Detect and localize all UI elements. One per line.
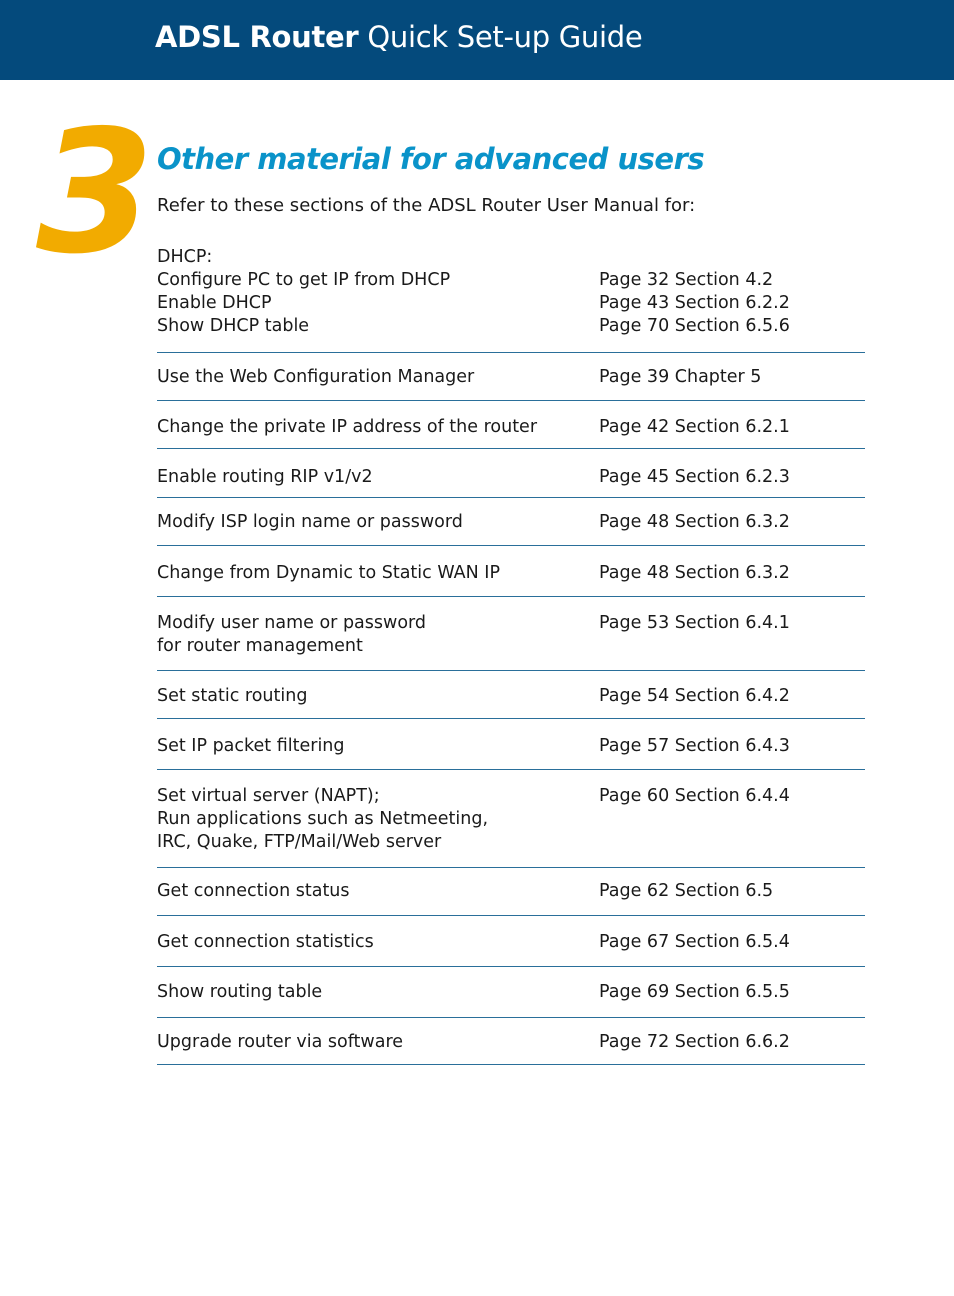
entry-row <box>157 685 865 708</box>
entry-row <box>157 981 865 1004</box>
entry-ref: Page 48 Section 6.3.2 <box>599 512 790 532</box>
reference-entry <box>157 685 865 719</box>
entry-ref: Page 72 Section 6.6.2 <box>599 1032 790 1052</box>
entry-label: Set virtual server (NAPT); <box>157 786 380 806</box>
dhcp-item-label: Show DHCP table <box>157 316 310 336</box>
dhcp-item-ref: Page 32 Section 4.2 <box>599 270 774 290</box>
reference-entry <box>157 366 865 401</box>
entry-label: Run applications such as Netmeeting, <box>157 809 489 829</box>
entry-row <box>157 366 865 389</box>
entry-label: Enable routing RIP v1/v2 <box>157 467 373 487</box>
entry-row <box>157 785 865 808</box>
entry-ref: Page 45 Section 6.2.3 <box>599 467 790 487</box>
entry-label: Modify user name or password <box>157 613 427 633</box>
entry-ref: Page 48 Section 6.3.2 <box>599 563 790 583</box>
entry-ref: Page 39 Chapter 5 <box>599 367 762 387</box>
title-bold: ADSL Router <box>155 20 359 54</box>
dhcp-group <box>157 246 865 353</box>
reference-entry <box>157 931 865 967</box>
reference-entry <box>157 562 865 597</box>
dhcp-row <box>157 315 865 338</box>
entry-row <box>157 831 865 854</box>
reference-entry <box>157 511 865 546</box>
entry-row <box>157 635 865 658</box>
entry-ref: Page 69 Section 6.5.5 <box>599 982 790 1002</box>
reference-entry <box>157 612 865 671</box>
reference-entry <box>157 1031 865 1065</box>
entry-row <box>157 562 865 585</box>
reference-entry <box>157 416 865 449</box>
dhcp-heading-row <box>157 246 865 269</box>
dhcp-item-label: Configure PC to get IP from DHCP <box>157 270 451 290</box>
entry-label: Modify ISP login name or password <box>157 512 463 532</box>
entry-row <box>157 735 865 758</box>
dhcp-row <box>157 292 865 315</box>
entry-label: Get connection status <box>157 881 350 901</box>
entry-label: Set static routing <box>157 686 308 706</box>
entry-label: Get connection statistics <box>157 932 374 952</box>
entry-label: Show routing table <box>157 982 323 1002</box>
intro-text: Refer to these sections of the ADSL Router User Manual for: <box>157 195 696 216</box>
dhcp-item-ref: Page 43 Section 6.2.2 <box>599 293 790 313</box>
entry-row <box>157 931 865 954</box>
entry-label: IRC, Quake, FTP/Mail/Web server <box>157 832 442 852</box>
entry-label: Change from Dynamic to Static WAN IP <box>157 563 501 583</box>
entry-row <box>157 808 865 831</box>
section-title: Other material for advanced users <box>157 142 705 176</box>
entry-ref: Page 42 Section 6.2.1 <box>599 417 790 437</box>
entry-ref: Page 53 Section 6.4.1 <box>599 613 790 633</box>
document-title <box>155 20 642 54</box>
entry-label: Change the private IP address of the router <box>157 417 538 437</box>
reference-entry <box>157 785 865 868</box>
entry-ref: Page 57 Section 6.4.3 <box>599 736 790 756</box>
reference-entry <box>157 880 865 916</box>
header-bar <box>0 0 954 80</box>
entry-label: for router management <box>157 636 363 656</box>
entry-label: Use the Web Configuration Manager <box>157 367 475 387</box>
entry-row <box>157 612 865 635</box>
reference-entry <box>157 735 865 770</box>
dhcp-item-ref: Page 70 Section 6.5.6 <box>599 316 790 336</box>
entry-ref: Page 62 Section 6.5 <box>599 881 774 901</box>
entry-row <box>157 880 865 903</box>
entry-label: Upgrade router via software <box>157 1032 404 1052</box>
entry-row <box>157 511 865 534</box>
dhcp-row <box>157 269 865 292</box>
entry-label: Set IP packet filtering <box>157 736 345 756</box>
entry-row <box>157 416 865 439</box>
entry-ref: Page 60 Section 6.4.4 <box>599 786 790 806</box>
entry-row <box>157 466 865 489</box>
reference-entry <box>157 981 865 1018</box>
chapter-number: 3 <box>36 94 155 292</box>
entry-row <box>157 1031 865 1054</box>
title-rest: Quick Set-up Guide <box>358 20 643 54</box>
dhcp-item-label: Enable DHCP <box>157 293 272 313</box>
entry-ref: Page 54 Section 6.4.2 <box>599 686 790 706</box>
entry-ref: Page 67 Section 6.5.4 <box>599 932 790 952</box>
reference-entry <box>157 466 865 498</box>
dhcp-heading: DHCP: <box>157 247 213 267</box>
